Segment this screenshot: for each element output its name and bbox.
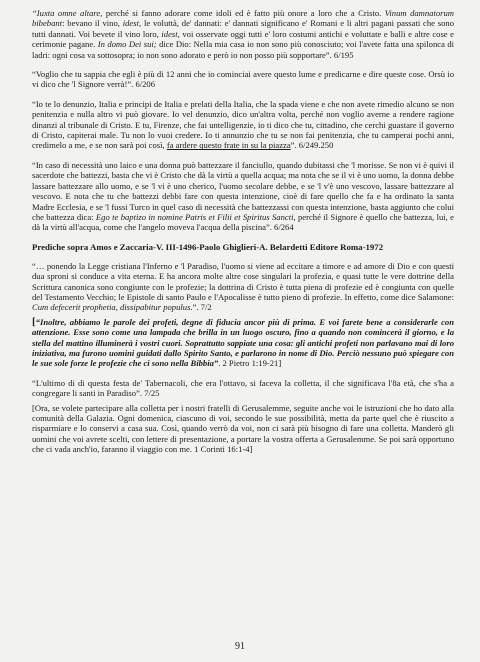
latin-quote: Vinum damnatorum bibebant — [32, 8, 455, 29]
paragraph-3: “Io te lo denunzio, Italia e principi de Italia e prelati della Italia, che la spada viene e che non avete rimedio alcuno se non penitenzia e nulla altro vi può giovare. Io vel denunzio, dico un'altra volta, perché non voglio averne a rendere ragione dinanzi al tribunale di Cristo. E tu, Firenze, che fai untelligenzie, io ti dico che tu, cittadino, che cerchi guastare il governo di Cristo, capiterai male. Tu non lo vuoi credere. Io ti annunzio che tu se non fai penitenzia, che tu camperai pochi anni, credimelo a me, e se non sarà poi così, fa ardere questo frate in su la piazza”. 6/249.250 — [32, 98, 454, 151]
paragraph-6: “L'ultimo di di questa festa de' Tabernacoli, che era l'ottavo, si faceva la colletta, il che significava l'8a età, che s'ha a congregare li santi in Paradiso”. 7/25 — [32, 377, 454, 399]
latin-quote: Cum defecerit prophetia, dissipabitur populus — [32, 302, 191, 313]
latin-word: idest — [161, 28, 178, 39]
paragraph-2: “Voglio che tu sappia che egli è più di 12 anni che io cominciai avere questo lume e predicarne e dire queste cose. Orsù io vi dico che 'l Signore verrà!”. 6/206 — [32, 69, 454, 90]
bracket-open: [ — [32, 315, 36, 328]
scripture-note-1 — [32, 317, 454, 369]
underlined-phrase: fa ardere questo frate in su la piazza — [166, 140, 291, 151]
paragraph-5: “… ponendo la Legge cristiana l'Inferno e 'l Paradiso, l'uomo si viene ad eccitare a timore e ad amore di Dio e con questi dua sproni si conduce a vita eterna. E ha ancora molte altre cose singulari la profezia, e quasi tutte le vere dottrine della Scrittura canonica sono congiunte con le profezie; la dottrina di Cristo è tutta piena di profezie ed è congiunta con quelle del Testamento Vecchio; le Epistole di santo Paulo e l'Apocalisse è tutto pieno di profezie. In effetto, come dice Salamone: Cum defecerit prophetia, dissipabitur populus.”. 7/2 — [32, 260, 454, 313]
paragraph-1: “Iuxta omne altare, perché si fanno adorare come idoli ed è fatto più onore a loro che a Cristo. Vinum damnatorum bibebant: bevano il vino, idest, le voluttà, de' dannati: e' dannati significano e' Romani e li altri pagani passati che sono tutti dannati. Voi bevete il vino loro, idest, voi osservate oggi tutti e' loro costumi antichi e voluttate e balli e altre cose e cerimonie pagane. In domo Dei sui; dice Dio: Nella mia casa io non sono più conosciuto; voi l'avete fatta una spilonca di ladri: ogni cosa va sottosopra; io non sono adorato e però io non posso più sopportare”. 6/195 — [32, 8, 455, 60]
latin-quote: “Iuxta omne altare — [32, 8, 101, 18]
section-title: Prediche sopra Amos e Zaccaria-V. III-1496-Paolo Ghiglieri-A. Belardetti Editore Roma-1972 — [32, 241, 384, 252]
latin-word: idest — [122, 18, 139, 29]
latin-quote: Ego te baptizo in nomine Patris et Filii et Spiritus Sancti — [95, 211, 294, 222]
page-number: 91 — [235, 641, 245, 652]
latin-quote: In domo Dei sui; — [97, 39, 157, 50]
scripture-quote: “Inoltre, abbiamo le parole dei profeti, degne di fiducia ancor più di prima. E voi farete bene a considerarle con attenzione. Esse sono come una lampada che brilla in un luogo oscuro, fino a quando non comincerà il giorno, e la stella del mattino illuminerà i vostri cuori. Soprattutto sappiate una cosa: gli antichi profeti non parlavano mai di loro iniziativa, ma furono uomini guidati dallo Spirito Santo, e parlarono in nome di Dio. Perciò nessuno può spiegare con le sue sole forze le profezie che ci sono nella Bibbia” — [32, 316, 454, 369]
scripture-note-2: [Ora, se volete partecipare alla colletta per i nostri fratelli di Gerusalemme, seguite anche voi le istruzioni che ho dato alla comunità della Galazia. Ogni domenica, ciascuno di voi, secondo le sue possibilità, metta da parte quel che è riuscito a risparmiare e lo conservi a casa sua. Così, quando verrò da voi, non ci sarà più bisogno di fare una colletta. Manderò gli uomini che voi avrete scelti, con lettere di presentazione, a portare la vostra offerta a Gerusalemme. Se poi sarà opportuno che ci vada anch'io, faranno il viaggio con me. 1 Corinti 16:1-4] — [32, 402, 454, 455]
paragraph-4: “In caso di necessità uno laico e una donna può battezzare il fanciullo, quando dubitassi che 'l morisse. Se non vi è quivi il sacerdote che battezzi, basta che vi è Cristo che dà la virtù a quella acqua; ma nota che se il vi è uno uomo, la donna debbe lassare battezzare allo uomo, e se 'l vi è uno cherico, l'uomo secolare debbe, e se 'l v'è uno vescovo, lassare battezzare al vescovo. E nota che tu che battezzi debbi fare con questa intenzione, cioè di fare quello che fa e ha ordinato la santa Madre Ecclesia, e se 'l fussi Turco in quel caso di necessità che battezzassi con questa intenzione, basta aggiunto che colui che battezza dica: Ego te baptizo in nomine Patris et Filii et Spiritus Sancti, perché il Signore è quello che battezza, lui, e dà la virtù all'acqua, come che l'angelo moveva l'acqua della piscina”. 6/264 — [32, 159, 454, 233]
scripture-reference: . 2 Pietro 1:19-21] — [218, 358, 282, 369]
